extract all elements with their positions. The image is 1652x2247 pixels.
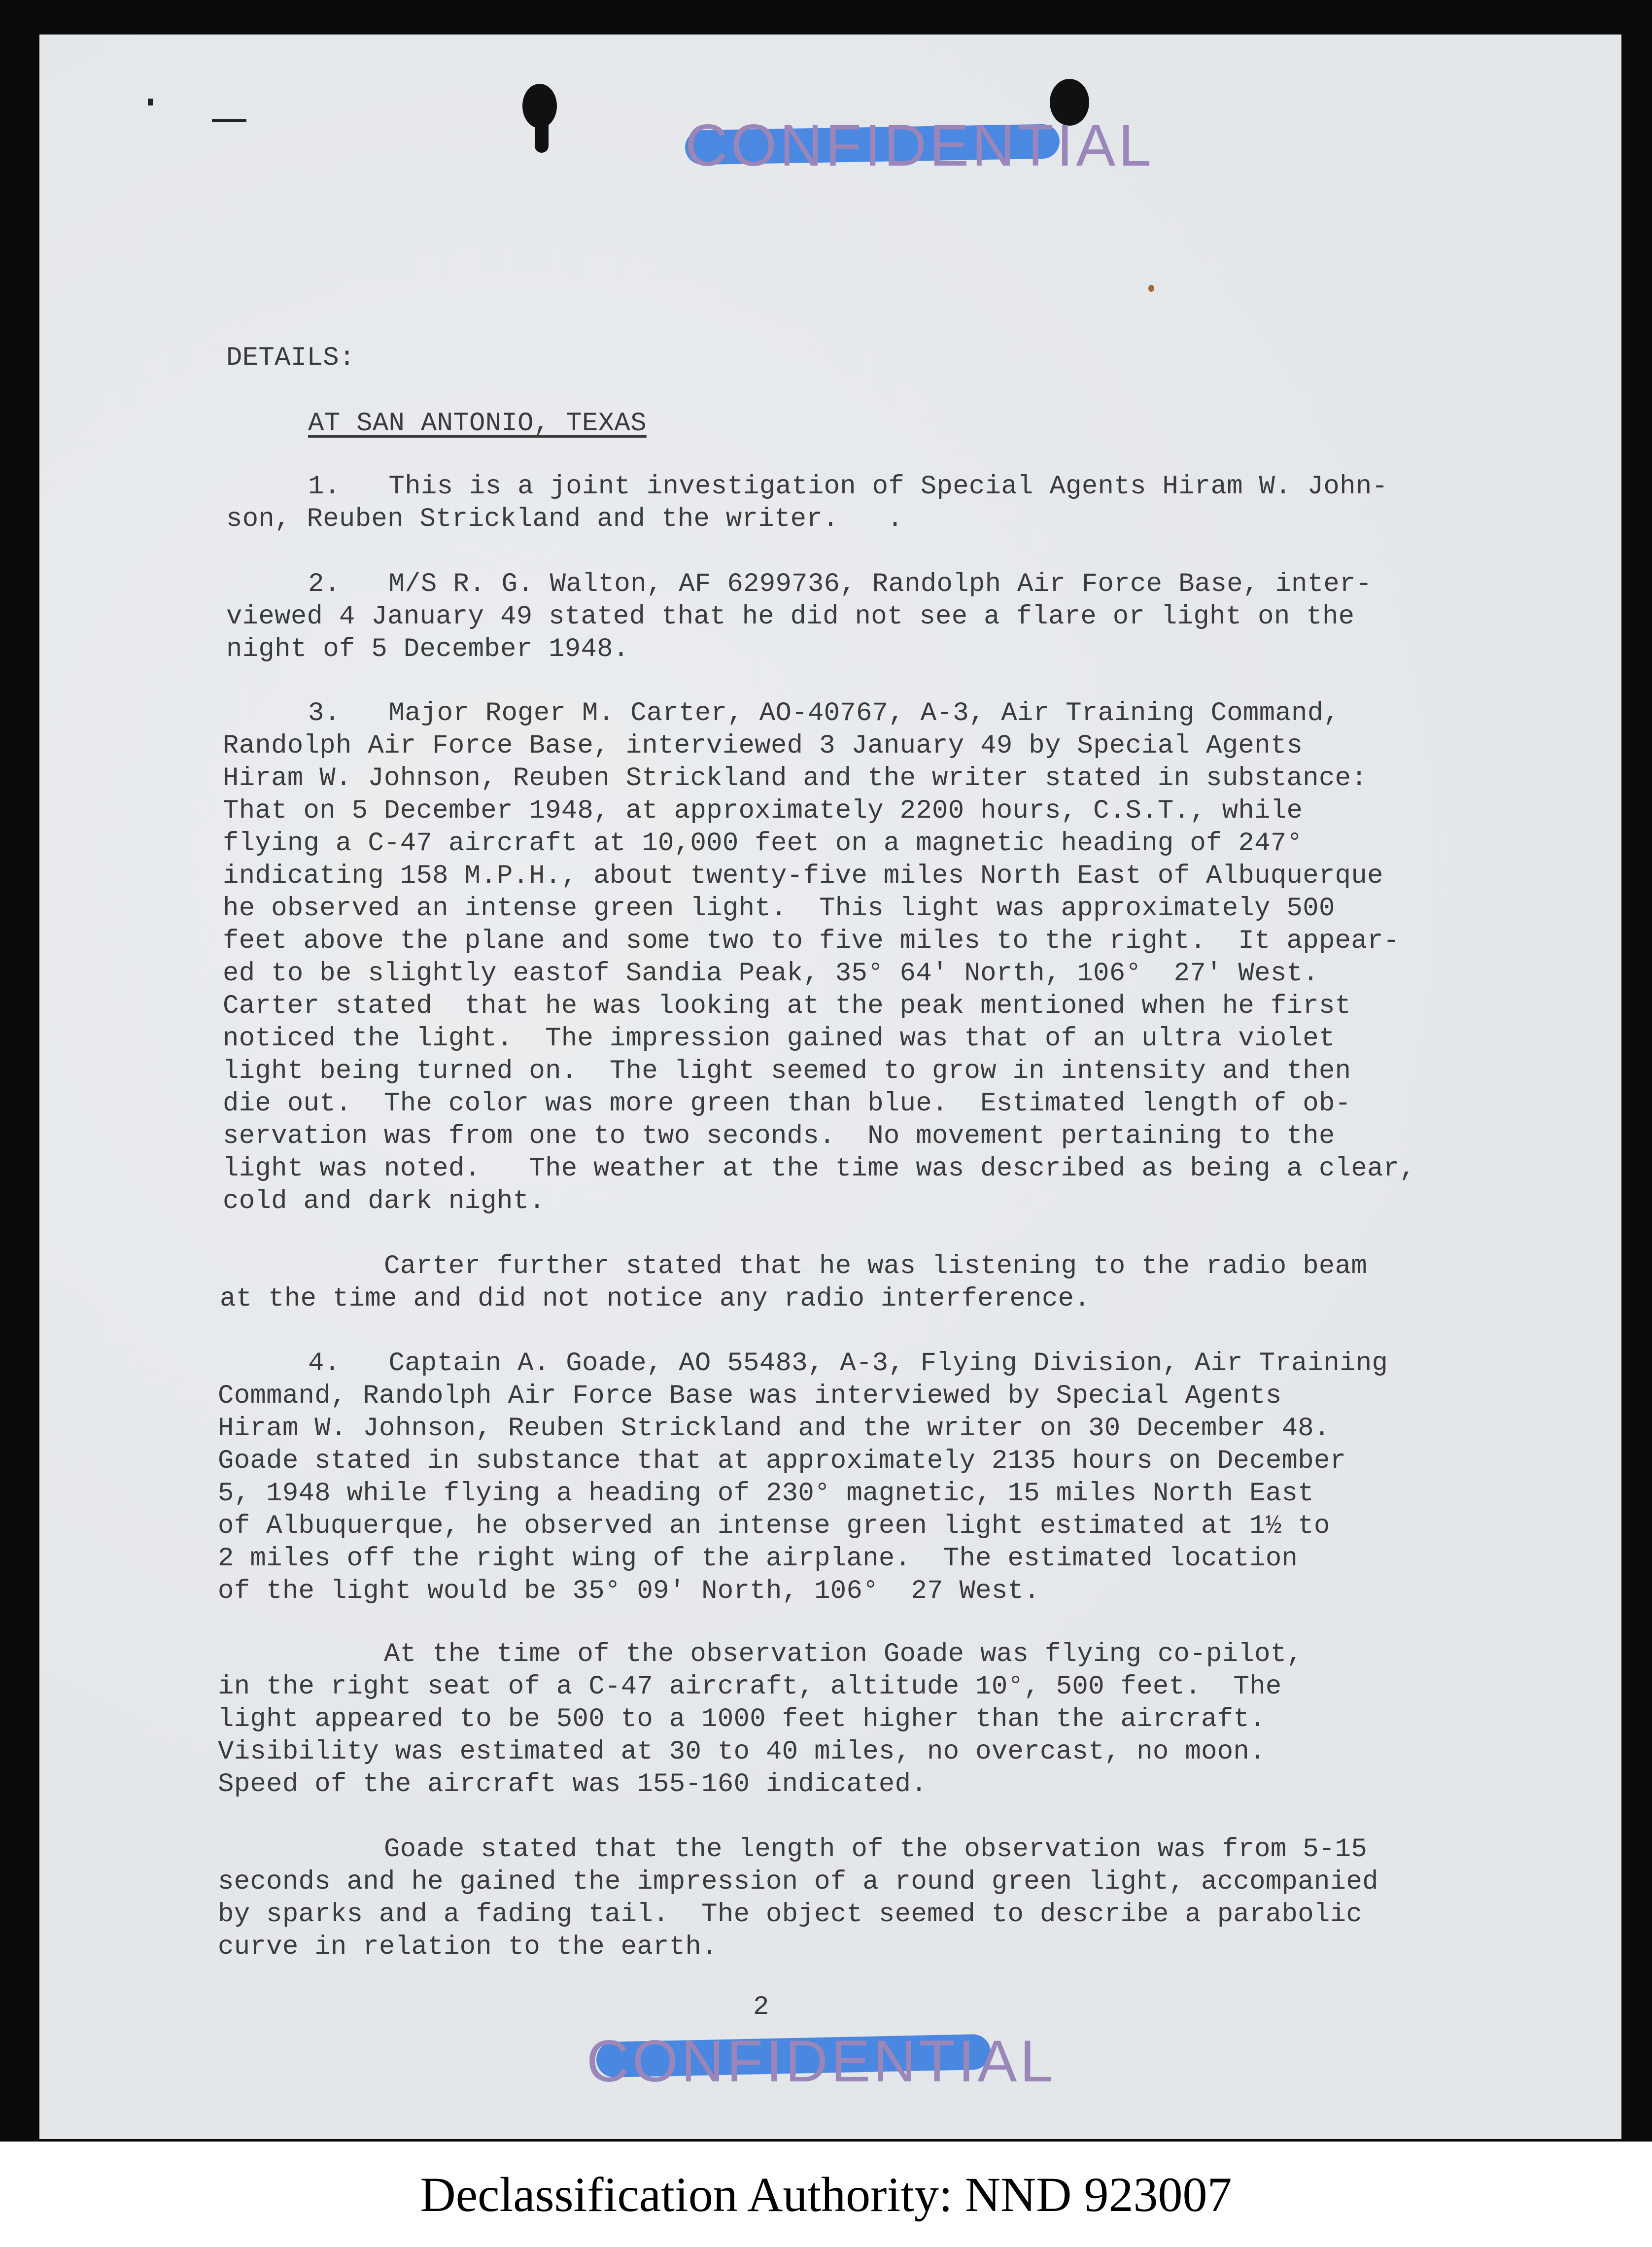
text-line: son, Reuben Strickland and the writer. . bbox=[226, 504, 903, 534]
text-line: 1. This is a joint investigation of Special Agents Hiram W. John- bbox=[308, 472, 1388, 502]
text-line: servation was from one to two seconds. No movement pertaining to the bbox=[223, 1121, 1335, 1151]
paragraph-3 bbox=[223, 697, 1415, 1218]
text-line: 5, 1948 while flying a heading of 230° magnetic, 15 miles North East bbox=[218, 1479, 1314, 1509]
mark bbox=[212, 119, 246, 122]
text-line: Visibility was estimated at 30 to 40 miles, no overcast, no moon. bbox=[218, 1737, 1266, 1767]
text-line: Carter stated that he was looking at the peak mentioned when he first bbox=[223, 991, 1351, 1021]
text-line: Carter further stated that he was listening to the radio beam bbox=[384, 1251, 1368, 1281]
punch-hole bbox=[535, 118, 549, 153]
paragraph-6 bbox=[218, 1833, 1378, 1964]
text-line: curve in relation to the earth. bbox=[218, 1932, 718, 1962]
text-line: of Albuquerque, he observed an intense green light estimated at 1½ to bbox=[218, 1511, 1330, 1541]
text-line: light appeared to be 500 to a 1000 feet higher than the aircraft. bbox=[218, 1704, 1266, 1734]
text-line: Command, Randolph Air Force Base was interviewed by Special Agents bbox=[218, 1381, 1282, 1411]
mark bbox=[148, 99, 153, 105]
text-line: 3. Major Roger M. Carter, AO-40767, A-3, Air Training Command, bbox=[308, 698, 1340, 728]
text-line: 2 miles off the right wing of the airplane. The estimated location bbox=[218, 1544, 1298, 1574]
text-line: At the time of the observation Goade was flying co-pilot, bbox=[384, 1639, 1303, 1669]
text-line: light was noted. The weather at the time was described as being a clear, bbox=[223, 1154, 1416, 1184]
paragraph-5 bbox=[218, 1638, 1303, 1801]
text-line: cold and dark night. bbox=[223, 1186, 546, 1216]
mark bbox=[1148, 285, 1154, 292]
paragraph-1 bbox=[226, 471, 1388, 536]
text-line: Hiram W. Johnson, Reuben Strickland and the writer stated in substance: bbox=[223, 763, 1368, 794]
text-line: feet above the plane and some two to five miles to the right. It appear- bbox=[223, 926, 1400, 956]
text-line: die out. The color was more green than blue. Estimated length of ob- bbox=[223, 1089, 1351, 1119]
text-line: Speed of the aircraft was 155-160 indicated. bbox=[218, 1769, 928, 1799]
confidential-stamp: CONFIDENTIAL bbox=[586, 2028, 1056, 2094]
text-line: noticed the light. The impression gained was that of an ultra violet bbox=[223, 1024, 1335, 1054]
confidential-stamp: CONFIDENTIAL bbox=[685, 112, 1155, 178]
text-line: 2. M/S R. G. Walton, AF 6299736, Randolph Air Force Base, inter- bbox=[308, 569, 1372, 599]
text-line: he observed an intense green light. This light was approximately 500 bbox=[223, 894, 1335, 924]
text-line: ed to be slightly eastof Sandia Peak, 35° 64' North, 106° 27' West. bbox=[223, 959, 1319, 989]
text-line: at the time and did not notice any radio interference. bbox=[220, 1284, 1091, 1314]
text-line: seconds and he gained the impression of a round green light, accompanied bbox=[218, 1867, 1378, 1897]
text-line: viewed 4 January 49 stated that he did not see a flare or light on the bbox=[226, 602, 1355, 632]
footer-bar bbox=[0, 2142, 1652, 2247]
text-line: by sparks and a fading tail. The object seemed to describe a parabolic bbox=[218, 1900, 1363, 1930]
text-line: That on 5 December 1948, at approximately 2200 hours, C.S.T., while bbox=[223, 796, 1303, 826]
paragraph-2 bbox=[226, 568, 1372, 666]
text-line: Hiram W. Johnson, Reuben Strickland and the writer on 30 December 48. bbox=[218, 1414, 1330, 1444]
text-line: indicating 158 M.P.H., about twenty-five miles North East of Albuquerque bbox=[223, 861, 1383, 891]
text-line: Goade stated that the length of the observation was from 5-15 bbox=[384, 1834, 1368, 1865]
text-line: 4. Captain A. Goade, AO 55483, A-3, Flying Division, Air Training bbox=[308, 1348, 1388, 1379]
section-title: DETAILS: bbox=[226, 343, 355, 373]
text-line: of the light would be 35° 09' North, 106° 27 West. bbox=[218, 1576, 1040, 1606]
paragraph-3-continued bbox=[220, 1250, 1367, 1315]
paragraph-4 bbox=[218, 1348, 1388, 1608]
text-line: flying a C-47 aircraft at 10,000 feet on a magnetic heading of 247° bbox=[223, 829, 1303, 859]
page-number: 2 bbox=[753, 1992, 769, 2022]
text-line: night of 5 December 1948. bbox=[226, 634, 629, 664]
text-line: Goade stated in substance that at approximately 2135 hours on December bbox=[218, 1446, 1346, 1476]
text-line: light being turned on. The light seemed to grow in intensity and then bbox=[223, 1056, 1351, 1086]
text-line: Randolph Air Force Base, interviewed 3 January 49 by Special Agents bbox=[223, 731, 1303, 761]
declassification-notice: Declassification Authority: NND 923007 bbox=[420, 2167, 1232, 2222]
text-line: in the right seat of a C-47 aircraft, altitude 10°, 500 feet. The bbox=[218, 1672, 1282, 1702]
location-heading: AT SAN ANTONIO, TEXAS bbox=[308, 409, 647, 439]
